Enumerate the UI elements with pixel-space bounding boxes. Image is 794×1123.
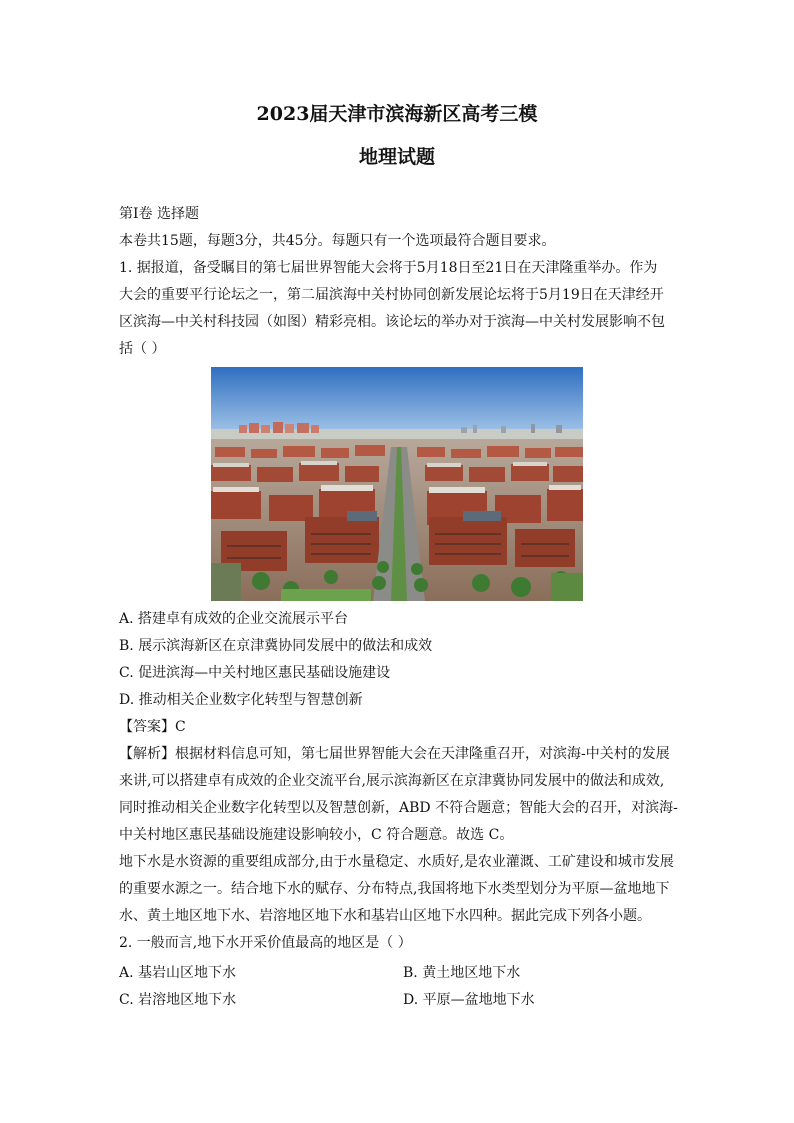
q1-option-d: D. 推动相关企业数字化转型与智慧创新 — [119, 692, 363, 708]
passage-line-3: 水、黄土地区地下水、岩溶地区地下水和基岩山区地下水四种。据此完成下列各小题。 — [119, 908, 651, 924]
q1-analysis-line-2: 来讲,可以搭建卓有成效的企业交流平台,展示滨海新区在京津冀协同发展中的做法和成效, — [119, 773, 665, 789]
q1-option-a: A. 搭建卓有成效的企业交流展示平台 — [119, 611, 349, 627]
q1-stem-line-4: 括（ ） — [119, 341, 166, 357]
q1-analysis-line-1: 【解析】根据材料信息可知，第七届世界智能大会在天津隆重召开，对滨海-中关村的发展 — [119, 746, 670, 762]
exam-subtitle: 地理试题 — [358, 146, 435, 168]
q1-analysis-line-4: 中关村地区惠民基础设施建设影响较小，C 符合题意。故选 C。 — [119, 827, 514, 843]
science-park-aerial-photo — [211, 367, 583, 601]
q2-option-c: C. 岩溶地区地下水 — [119, 992, 237, 1008]
q1-analysis-line-3: 同时推动相关企业数字化转型以及智慧创新，ABD 不符合题意；智能大会的召开，对滨海- — [119, 800, 678, 816]
q2-option-d: D. 平原—盆地地下水 — [403, 992, 535, 1008]
q2-option-a: A. 基岩山区地下水 — [119, 965, 237, 981]
section-instructions: 本卷共15题，每题3分，共45分。每题只有一个选项最符合题目要求。 — [119, 233, 556, 249]
q1-option-b: B. 展示滨海新区在京津冀协同发展中的做法和成效 — [119, 638, 433, 654]
q2-stem: 2. 一般而言,地下水开采价值最高的地区是（ ） — [119, 935, 412, 951]
q1-stem-line-2: 大会的重要平行论坛之一，第二届滨海中关村协同创新发展论坛将于5月19日在天津经开 — [119, 287, 664, 303]
q1-option-c: C. 促进滨海—中关村地区惠民基础设施建设 — [119, 665, 391, 681]
exam-title: 2023届天津市滨海新区高考三模 — [256, 103, 538, 125]
q1-answer: 【答案】C — [119, 719, 186, 735]
passage-line-1: 地下水是水资源的重要组成部分,由于水量稳定、水质好,是农业灌溉、工矿建设和城市发展 — [119, 854, 674, 870]
q1-stem-line-1: 1. 据报道，备受瞩目的第七届世界智能大会将于5月18日至21日在天津隆重举办。作为 — [119, 260, 658, 276]
q1-stem-line-3: 区滨海—中关村科技园（如图）精彩亮相。该论坛的举办对于滨海—中关村发展影响不包 — [119, 314, 665, 330]
q2-option-b: B. 黄土地区地下水 — [403, 965, 521, 981]
section-heading: 第Ⅰ卷 选择题 — [119, 206, 199, 222]
passage-line-2: 的重要水源之一。结合地下水的赋存、分布特点,我国将地下水类型划分为平原—盆地地下 — [119, 881, 670, 897]
